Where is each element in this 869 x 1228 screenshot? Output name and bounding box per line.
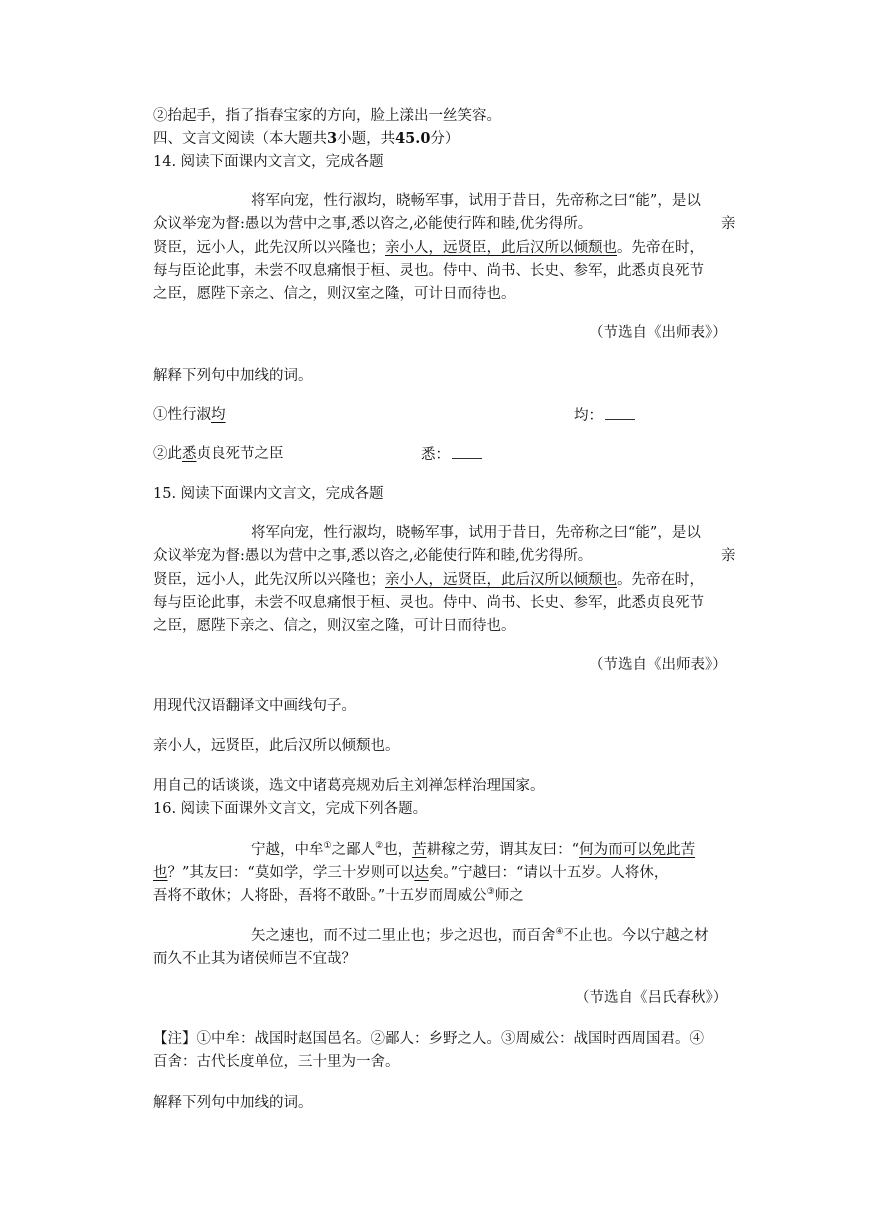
q16-passage-line-5: 而久不止其为诸侯师岂不宜哉？ [153,951,356,967]
q16-p1-text-c: 也， [383,842,413,858]
q15-sentence: 亲小人，远贤臣，此后汉所以倾颓也。 [153,738,400,754]
q16-passage-line-3 [153,886,524,906]
section-header-score: 45.0 [395,130,431,147]
q16-underlined-sentence-end: 也 [153,865,168,881]
q16-note-ref-4: ④ [555,927,564,938]
q14-passage-line-3 [153,238,704,258]
q16-note-ref-3: ③ [486,887,495,898]
q16-p1-text-a: 宁越，中牟 [251,842,324,858]
q14-passage-line-2-end: 亲 [721,216,736,232]
q14-passage-line-3-start: 贤臣，远小人，此先汉所以兴隆也； [153,240,385,256]
q15-passage-line-5: 之臣，愿陛下亲之、信之，则汉室之隆，可计日而待也。 [153,618,516,634]
q15-passage-line-4: 每与臣论此事，未尝不叹息痛恨于桓、灵也。侍中、尚书、长史、参军，此悉贞良死节 [153,595,704,611]
intro-line: ②抬起手，指了指春宝家的方向，脸上漾出一丝笑容。 [153,108,501,124]
q14-passage-line-2: 众议举宠为督:愚以为营中之事,悉以咨之,必能使行阵和睦,优劣得所。 [153,216,593,232]
q16-p2-text-b: 不止也。今以宁越之材 [563,928,709,944]
q15-question-2: 用自己的话谈谈，选文中诸葛亮规劝后主刘禅怎样治理国家。 [153,778,545,794]
q16-note-line-2: 百舍：古代长度单位，三十里为一舍。 [153,1054,400,1070]
q16-passage-line-2 [153,863,668,883]
q15-passage-line-3 [153,570,704,590]
q16-title: 16. 阅读下面课外文言文，完成下列各题。 [153,801,428,817]
q16-underlined-word-ku: 苦 [412,842,427,858]
q16-note-line-1 [153,1029,704,1049]
section-header-count: 3 [327,130,338,147]
q14-item-2-answer-label: 悉： [421,447,450,463]
q16-p1-text-d: 耕稼之劳，谓其友曰：“ [426,842,580,858]
q16-underlined-word-da: 达 [414,865,429,881]
q16-note-label: 【注】 [153,1031,197,1047]
q16-note-ref-1: ① [323,841,332,852]
q14-item-2 [153,444,284,464]
q15-passage-line-2: 众议举宠为督:愚以为营中之事,悉以咨之,必能使行阵和睦,优劣得所。 [153,548,593,564]
q14-instruction: 解释下列句中加线的词。 [153,368,313,384]
q14-title: 14. 阅读下面课内文言文，完成各题 [153,154,384,170]
q14-passage-line-4: 每与臣论此事，未尝不叹息痛恨于桓、灵也。侍中、尚书、长史、参军，此悉贞良死节 [153,263,704,279]
q16-p1-line2-text-a: ？”其友曰：“莫如学，学三十岁则可以 [167,865,415,881]
q14-passage-line-5: 之臣，愿陛下亲之、信之，则汉室之隆，可计日而待也。 [153,286,516,302]
q15-underlined-sentence: 亲小人，远贤臣，此后汉所以倾颓也 [385,572,617,588]
q14-underlined-sentence: 亲小人，远贤臣，此后汉所以倾颓也 [385,240,617,256]
q14-item-2-prefix: ②此 [153,446,182,462]
q16-note-ref-2: ② [375,841,384,852]
q15-instruction: 用现代汉语翻译文中画线句子。 [153,698,356,714]
q15-source: （节选自《出师表》） [589,657,727,673]
q16-p1-line3-text: 吾将不敢休；人将卧，吾将不敢卧。”十五岁而周威公 [153,888,487,904]
q14-item-2-answer-blank[interactable] [452,444,482,459]
q14-item-2-answer [421,444,482,465]
section-header-mid: 小题，共 [337,131,396,147]
q14-item-1-text: ①性行淑 [153,407,211,423]
q14-source: （节选自《出师表》） [589,325,727,341]
q15-title: 15. 阅读下面课内文言文，完成各题 [153,486,384,502]
q14-item-1-answer [574,405,635,426]
q16-p1-line3-end: 师之 [494,888,524,904]
q16-instruction: 解释下列句中加线的词。 [153,1095,313,1111]
q16-underlined-sentence-start: 何为而可以免此苦 [579,842,696,858]
q14-passage-line-3-end: 。先帝在时， [617,240,704,256]
q16-p1-text-b: 之鄙人 [331,842,376,858]
q14-item-1-answer-label: 均： [574,408,603,424]
q14-item-2-suffix: 贞良死节之臣 [196,446,284,462]
q16-note-text-1: ①中牟：战国时赵国邑名。②鄙人：乡野之人。③周威公：战国时西周国君。④ [196,1031,704,1047]
section-header [153,129,459,149]
q16-p1-line2-text-b: 矣。”宁越曰：“请以十五岁。人将休， [428,865,669,881]
q15-passage-line-2-end: 亲 [721,548,736,564]
q14-item-1 [153,405,226,425]
q14-item-1-answer-blank[interactable] [605,405,635,420]
q15-passage-line-3-start: 贤臣，远小人，此先汉所以兴隆也； [153,572,385,588]
q16-passage-line-4 [251,926,709,946]
q14-item-2-word: 悉 [182,446,197,462]
q16-passage-line-1 [251,840,695,860]
section-header-prefix: 四、文言文阅读（本大题共 [153,131,327,147]
q16-source: （节选自《吕氏春秋》） [575,990,728,1006]
q15-passage-line-3-end: 。先帝在时， [617,572,704,588]
section-header-suffix: 分） [430,131,460,147]
q14-item-1-word: 均 [211,407,226,423]
q16-p2-text-a: 矢之速也，而不过二里止也；步之迟也，而百舍 [251,928,556,944]
q14-passage-line-1: 将军向宠，性行淑均，晓畅军事，试用于昔日，先帝称之曰“能”，是以 [251,193,701,209]
q15-passage-line-1: 将军向宠，性行淑均，晓畅军事，试用于昔日，先帝称之曰“能”，是以 [251,525,701,541]
